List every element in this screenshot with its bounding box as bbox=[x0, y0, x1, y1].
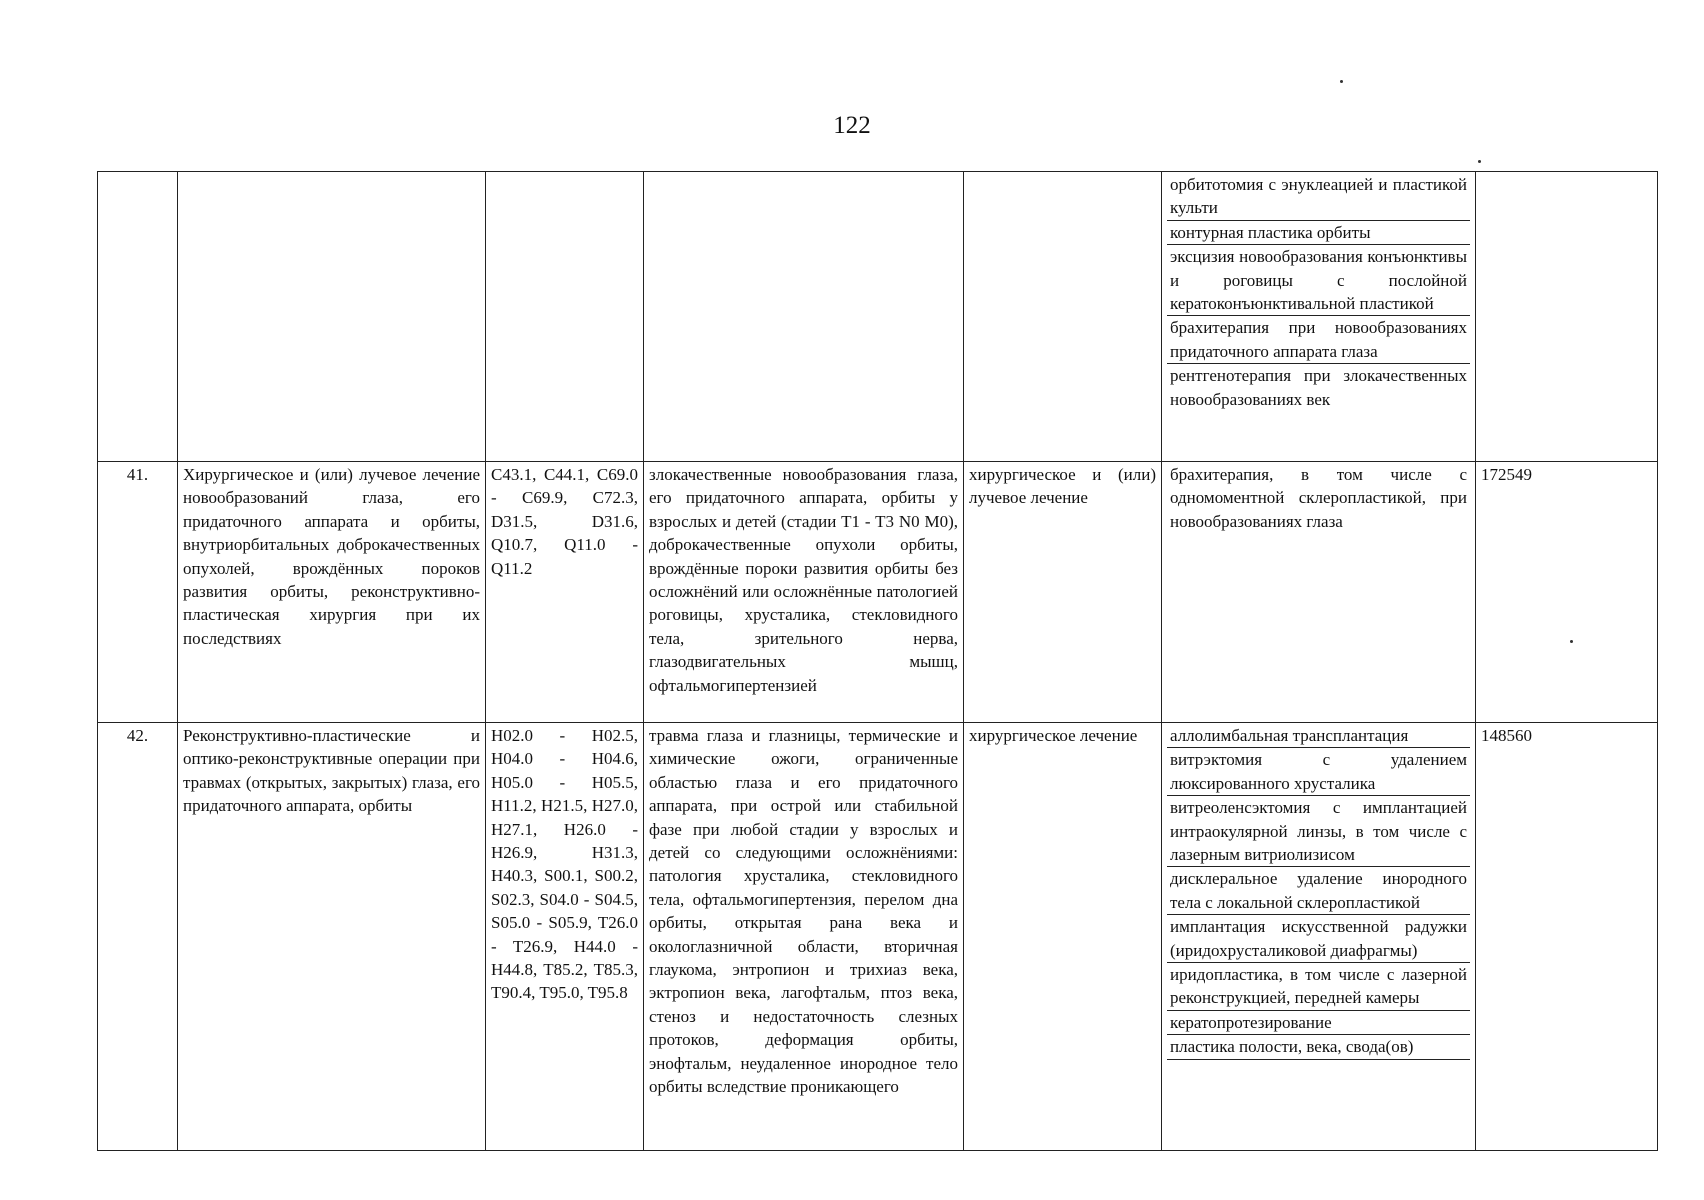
method-item: иридопластика, в том числе с лазерной реконструкцией, передней камеры bbox=[1167, 963, 1470, 1011]
procedures-table bbox=[97, 171, 1658, 1151]
icd-codes: H02.0 - H02.5, H04.0 - H04.6, H05.0 - H05.5, H11.2, H21.5, H27.0, H27.1, H26.0 - H26.9, H31.3, H40.3, S00.1, S00.2, S02.3, S04.0 - S04.5, S05.0 - S05.9, T26.0 - T26.9, H44.0 - H44.8, T85.2, T85.3, T90.4, T95.0, T95.8 bbox=[486, 723, 644, 1151]
method-item: брахитерапия, в том числе с одномоментной склеропластикой, при новообразованиях глаза bbox=[1170, 465, 1467, 531]
method-item: имплантация искусственной радужки (иридохрусталиковой диафрагмы) bbox=[1167, 915, 1470, 963]
scan-speck bbox=[1340, 80, 1343, 83]
method-item: орбитотомия с энуклеацией и пластикой культи bbox=[1167, 173, 1470, 221]
treatment-type: хирургическое лечение bbox=[964, 723, 1162, 1151]
method-item: рентгенотерапия при злокачественных новообразованиях век bbox=[1170, 366, 1467, 409]
table-row bbox=[98, 723, 1658, 1151]
patient-model bbox=[644, 172, 964, 462]
treatment-methods bbox=[1162, 723, 1476, 1151]
patient-model: травма глаза и глазницы, термические и химические ожоги, ограниченные областью глаза и его придаточного аппарата, при острой или стабильной фазе при любой стадии у взрослых и детей со следующими осложнёниями: патология хрусталика, стекловидного тела, офтальмогипертензия, перелом дна орбиты, открытая рана века и окологлазничной области, вторичная глаукома, энтропион и трихиаз века, эктропион века, лагофтальм, птоз века, стеноз и недостаточность слезных протоков, деформация орбиты, энофтальм, неудаленное инородное тело орбиты вследствие проникающего bbox=[644, 723, 964, 1151]
table-row bbox=[98, 462, 1658, 723]
treatment-methods bbox=[1162, 462, 1476, 723]
cost-value bbox=[1476, 172, 1658, 462]
care-type: Хирургическое и (или) лучевое лечение новообразований глаза, его придаточного аппарата и орбиты, внутриорбитальных доброкачественных опухолей, врождённых пороков развития орбиты, реконструктивно-пластическая хирургия при их последствиях bbox=[178, 462, 486, 723]
scan-speck bbox=[1478, 160, 1481, 163]
cost-value: 172549 bbox=[1476, 462, 1658, 723]
icd-codes bbox=[486, 172, 644, 462]
method-item: брахитерапия при новообразованиях придаточного аппарата глаза bbox=[1167, 316, 1470, 364]
method-item: аллолимбальная трансплантация bbox=[1167, 724, 1470, 748]
method-item: витреоленсэктомия с имплантацией интраокулярной линзы, в том числе с лазерным витриолизисом bbox=[1167, 796, 1470, 867]
method-item: эксцизия новообразования конъюнктивы и роговицы с послойной кератоконъюнктивальной пластикой bbox=[1167, 245, 1470, 316]
method-item: контурная пластика орбиты bbox=[1167, 221, 1470, 245]
row-number: 42. bbox=[98, 723, 178, 1151]
page-number: 122 bbox=[833, 112, 871, 139]
treatment-methods bbox=[1162, 172, 1476, 462]
method-item: дисклеральное удаление инородного тела с локальной склеропластикой bbox=[1167, 867, 1470, 915]
row-number bbox=[98, 172, 178, 462]
icd-codes: C43.1, C44.1, C69.0 - C69.9, C72.3, D31.5, D31.6, Q10.7, Q11.0 - Q11.2 bbox=[486, 462, 644, 723]
cost-value: 148560 bbox=[1476, 723, 1658, 1151]
row-number: 41. bbox=[98, 462, 178, 723]
care-type: Реконструктивно-пластические и оптико-реконструктивные операции при травмах (открытых, закрытых) глаза, его придаточного аппарата, орбиты bbox=[178, 723, 486, 1151]
care-type bbox=[178, 172, 486, 462]
treatment-type: хирургическое и (или) лучевое лечение bbox=[964, 462, 1162, 723]
patient-model: злокачественные новообразования глаза, его придаточного аппарата, орбиты у взрослых и детей (стадии T1 - T3 N0 M0), доброкачественные опухоли орбиты, врождённые пороки развития орбиты без осложнёний или осложнённые патологией роговицы, хрусталика, стекловидного тела, зрительного нерва, глазодвигательных мышц, офтальмогипертензией bbox=[644, 462, 964, 723]
treatment-type bbox=[964, 172, 1162, 462]
method-item: кератопротезирование bbox=[1167, 1011, 1470, 1035]
table-row bbox=[98, 172, 1658, 462]
method-item: витрэктомия с удалением люксированного хрусталика bbox=[1167, 748, 1470, 796]
method-item: пластика полости, века, свода(ов) bbox=[1167, 1035, 1470, 1059]
